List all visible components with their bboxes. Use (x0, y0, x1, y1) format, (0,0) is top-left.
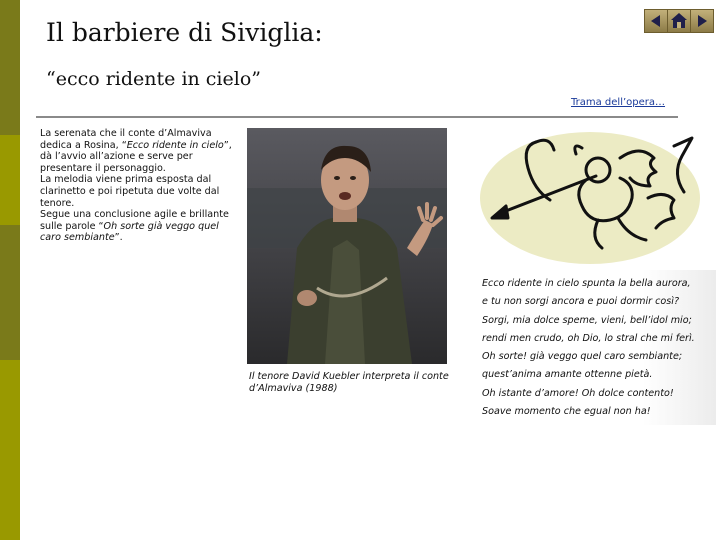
lyrics-line: e tu non sorgi ancora e puoi dormir così? (482, 296, 680, 308)
lyrics-line: Oh istante d’amore! Oh dolce contento! (482, 387, 674, 399)
slide-title: Il barbiere di Siviglia: (46, 18, 323, 47)
cupid-illustration (478, 128, 703, 268)
lyrics-line: Soave momento che egual non ha! (482, 406, 651, 418)
opera-plot-link[interactable]: Trama dell’opera… (571, 97, 666, 108)
forward-button[interactable] (690, 9, 714, 33)
sidebar-segment (0, 135, 20, 225)
description-paragraph: La serenata che il conte d’Almaviva dedica a Rosina, “Ecco ridente in cielo”, dà l’avvio all’azione e serve per presentare il personaggio. (40, 128, 232, 174)
slide-subtitle: “ecco ridente in cielo” (46, 68, 261, 90)
left-sidebar-bar (0, 0, 20, 540)
home-button[interactable] (667, 9, 691, 33)
photo-caption: Il tenore David Kuebler interpreta il conte d’Almaviva (1988) (249, 371, 449, 394)
description-paragraph: La melodia viene prima esposta dal clarinetto e poi ripetuta due volte dal tenore. (40, 174, 220, 209)
back-arrow-icon (648, 13, 664, 29)
description-paragraph: Segue una conclusione agile e brillante sulle parole “Oh sorte già veggo quel caro sembiante”. (40, 209, 229, 244)
lyrics-line: Sorgi, mia dolce speme, vieni, bell’idol mio; (482, 314, 692, 326)
title-divider (36, 116, 678, 118)
forward-arrow-icon (694, 13, 710, 29)
sidebar-segment (0, 0, 20, 135)
lyrics-line: rendi men crudo, oh Dio, lo stral che mi ferì. (482, 332, 695, 344)
description-text (40, 128, 236, 244)
back-button[interactable] (644, 9, 668, 33)
lyrics-line: Oh sorte! già veggo quel caro sembiante; (482, 351, 683, 363)
home-icon (670, 12, 688, 30)
sidebar-segment (0, 225, 20, 360)
tenor-photo (247, 128, 447, 364)
lyrics-block (482, 275, 718, 421)
sidebar-segment (0, 360, 20, 540)
lyrics-line: quest’anima amante ottenne pietà. (482, 369, 653, 381)
lyrics-line: Ecco ridente in cielo spunta la bella aurora, (482, 278, 691, 289)
